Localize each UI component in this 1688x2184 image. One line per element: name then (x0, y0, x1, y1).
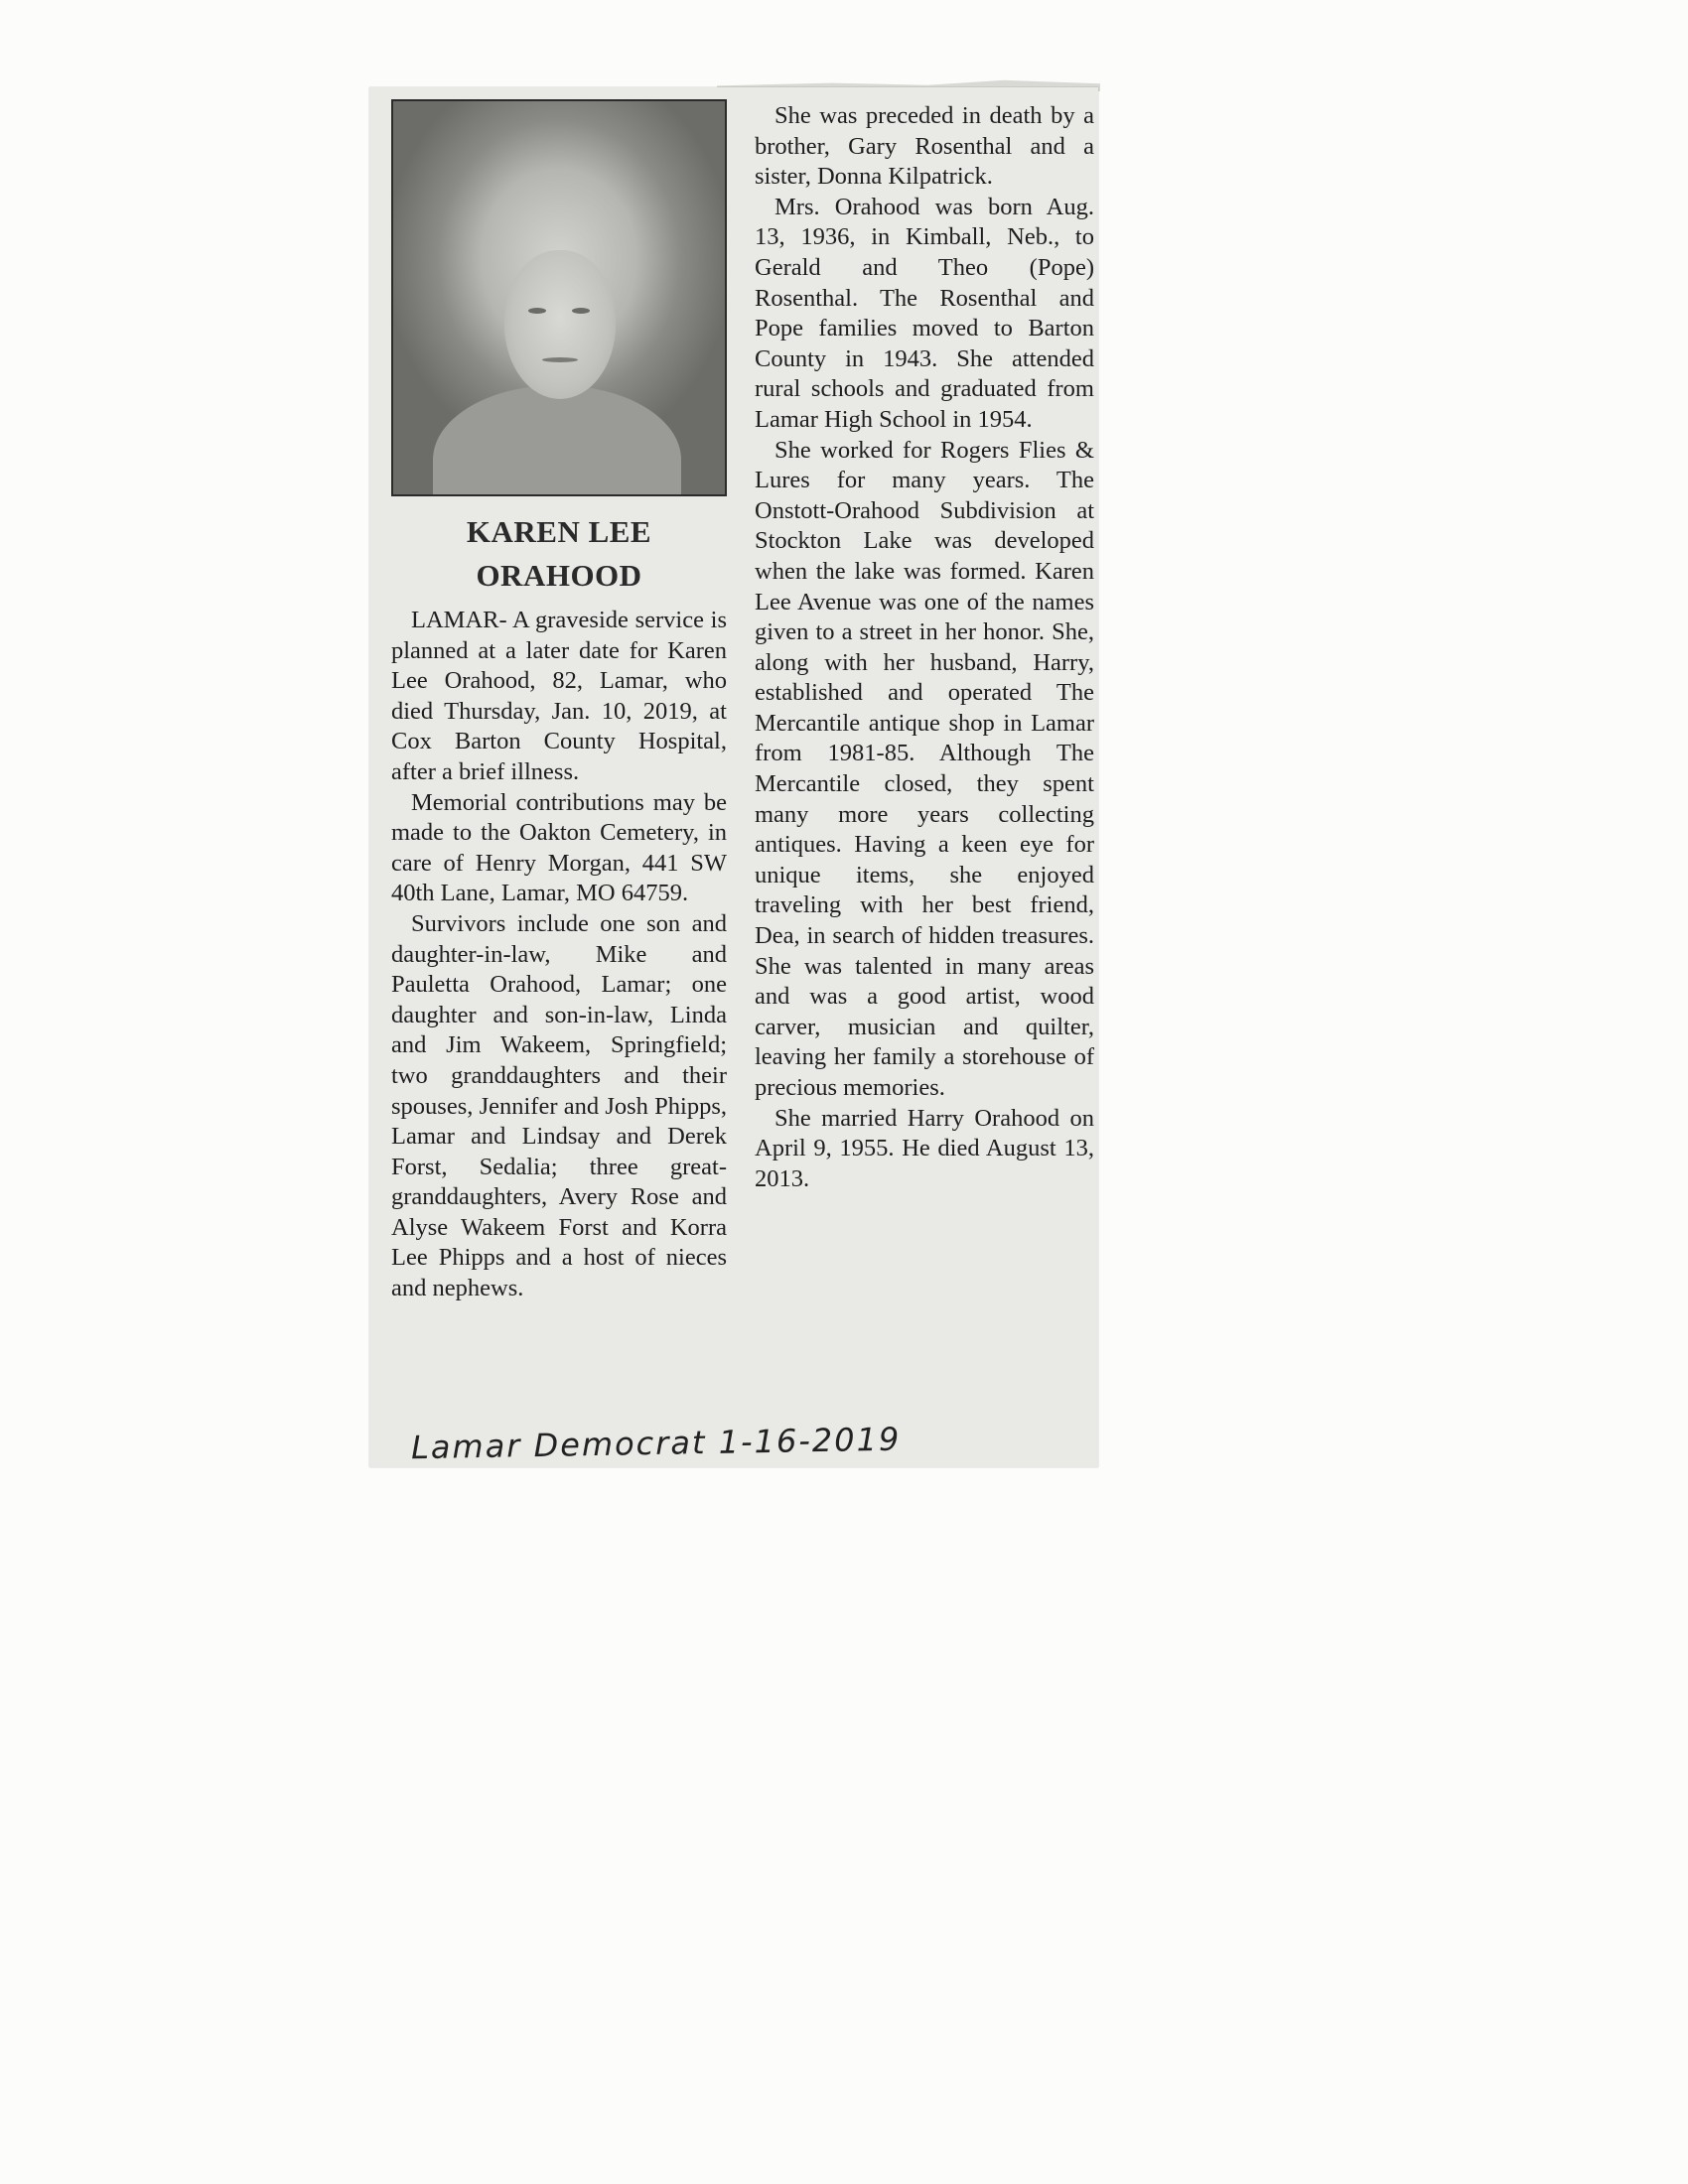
paragraph-born: Mrs. Orahood was born Aug. 13, 1936, in Kimball, Neb., to Gerald and Theo (Pope) Rosenthal. The Rosenthal and Pope families moved to Barton County in 1943. She attended rural schools and graduated from Lamar High School in 1954. (755, 193, 1094, 433)
portrait-photo (391, 99, 727, 496)
paragraph-survivors: Survivors include one son and daughter-in-law, Mike and Pauletta Orahood, Lamar; one daughter and son-in-law, Linda and Jim Wakeem, Springfield; two granddaughters and their spouses, Jennifer and Josh Phipps, Lamar and Lindsay and Derek Forst, Sedalia; three great-granddaughters, Avery Rose and Alyse Wakeem Forst and Korra Lee Phipps and a host of nieces and nephews. (391, 909, 727, 1302)
photo-left-eye (528, 308, 546, 314)
obituary-name (391, 510, 727, 598)
name-line-2: ORAHOOD (476, 558, 642, 593)
left-column-text (391, 606, 727, 1304)
paragraph-memorial: Memorial contributions may be made to the Oakton Cemetery, in care of Henry Morgan, 441 SW 40th Lane, Lamar, MO 64759. (391, 788, 727, 907)
right-column (755, 101, 1094, 1194)
photo-shoulders (433, 385, 681, 496)
handwritten-source-note: Lamar Democrat 1-16-2019 (410, 1420, 902, 1467)
photo-mouth (542, 357, 578, 362)
photo-right-eye (572, 308, 590, 314)
paragraph-service: LAMAR- A graveside service is planned at a later date for Karen Lee Orahood, 82, Lamar, who died Thursday, Jan. 10, 2019, at Cox Barton County Hospital, after a brief illness. (391, 607, 727, 785)
paragraph-preceded: She was preceded in death by a brother, Gary Rosenthal and a sister, Donna Kilpatrick. (755, 102, 1094, 191)
name-line-1: KAREN LEE (466, 514, 652, 549)
photo-face (504, 250, 616, 399)
paragraph-married: She married Harry Orahood on April 9, 1955. He died August 13, 2013. (755, 1104, 1094, 1192)
paragraph-work: She worked for Rogers Flies & Lures for many years. The Onstott-Orahood Subdivision at Stockton Lake was developed when the lake was formed. Karen Lee Avenue was one of the names given to a street in her honor. She, along with her husband, Harry, established and operated The Mercantile antique shop in Lamar from 1981-85. Although The Mercantile closed, they spent many more years collecting antiques. Having a keen eye for unique items, she enjoyed traveling with her best friend, Dea, in search of hidden treasures. She was talented in many areas and was a good artist, wood carver, musician and quilter, leaving her family a storehouse of precious memories. (755, 436, 1094, 1101)
left-column (391, 99, 727, 1304)
newspaper-clipping (369, 87, 1098, 1467)
